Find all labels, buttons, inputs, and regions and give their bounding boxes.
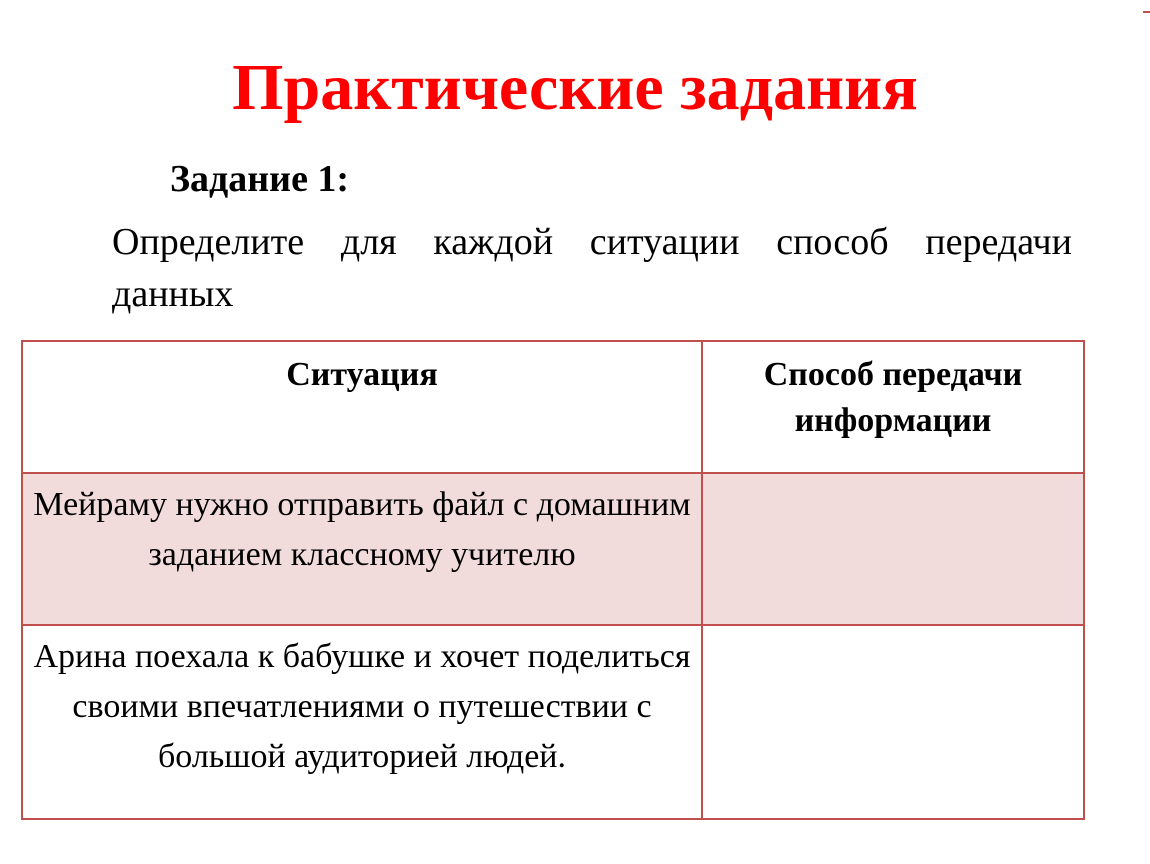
task-instruction: Определите для каждой ситуации способ передачи данных xyxy=(112,221,1072,315)
task-label: Задание 1: xyxy=(170,158,350,200)
header-situation: Ситуация xyxy=(22,341,702,473)
table-header-row xyxy=(22,341,1084,473)
slide-title: Практические задания xyxy=(232,51,918,124)
table-row xyxy=(22,473,1084,625)
method-cell[interactable] xyxy=(702,473,1084,625)
method-cell[interactable] xyxy=(702,625,1084,819)
situation-cell: Арина поехала к бабушке и хочет поделиться своими впечатлениями о путешествии с большой аудиторией людей. xyxy=(22,625,702,819)
task-table xyxy=(21,340,1085,820)
corner-mark xyxy=(1143,11,1150,13)
table-row xyxy=(22,625,1084,819)
header-method: Способ передачи информации xyxy=(702,341,1084,473)
situation-cell: Мейраму нужно отправить файл с домашним заданием классному учителю xyxy=(22,473,702,625)
